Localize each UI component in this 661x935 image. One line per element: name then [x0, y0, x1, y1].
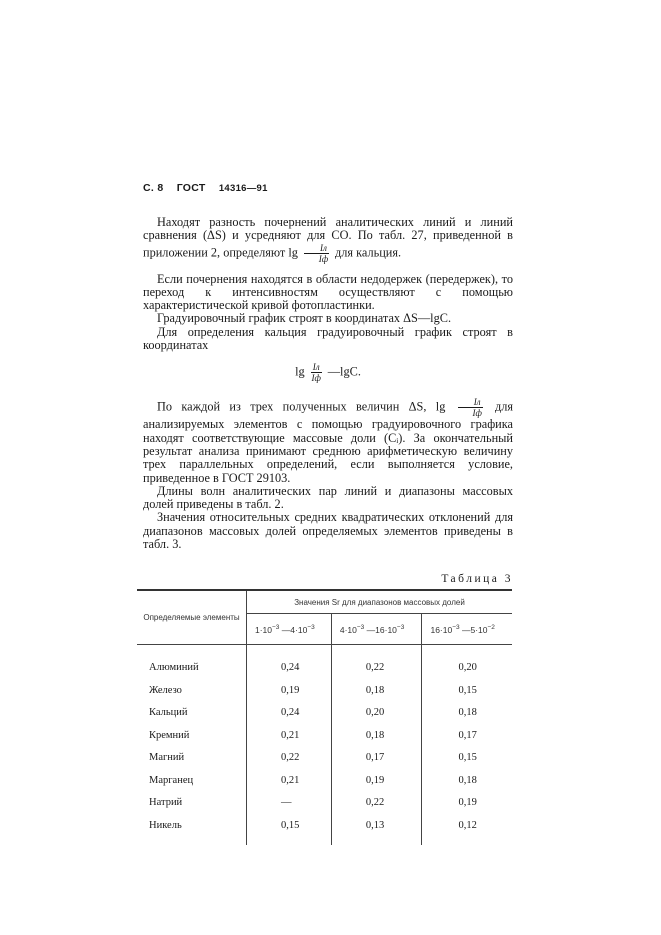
formula-lg: lg: [295, 364, 305, 379]
value-cell: 0,22: [331, 645, 422, 679]
fraction-numerator: Iл: [458, 397, 483, 408]
element-name: Магний: [137, 746, 247, 769]
value-cell: 0,20: [458, 662, 477, 674]
fraction-numerator: Iл: [312, 362, 320, 373]
value-cell: 0,15: [458, 684, 477, 696]
paragraph-1-tail: для кальция.: [335, 244, 402, 259]
document-page: [143, 182, 513, 845]
page-number: С. 8: [143, 182, 164, 194]
value-cell: 0,17: [331, 746, 422, 769]
table-row: [137, 645, 512, 679]
value-cell: 0,19: [247, 679, 332, 702]
page-header: [143, 182, 513, 194]
formula: [143, 362, 513, 383]
standard-label: ГОСТ: [176, 182, 206, 194]
fraction-il-if: [304, 243, 329, 264]
table-row: [137, 746, 512, 769]
table-caption: Таблица 3: [441, 573, 513, 586]
value-cell: 0,24: [247, 701, 332, 724]
element-name: Алюминий: [137, 645, 247, 679]
range-header-1: $1\cdot 10^{-3}$ $—4\cdot 10^{-3}$: [247, 614, 332, 645]
element-name: Кальций: [137, 701, 247, 724]
value-cell: 0,18: [458, 774, 477, 786]
value-cell: 0,22: [331, 791, 422, 814]
table-row: [137, 724, 512, 747]
fraction-denominator: Iф: [311, 373, 321, 384]
standard-number: 14316—91: [218, 183, 268, 194]
paragraph-2: Если почернения находятся в области недодержек (передержек), то переход к интенсивностям осуществляют с помощью характеристической кривой фотопластинки.: [143, 271, 513, 313]
value-cell: 0,24: [247, 645, 332, 679]
value-cell: 0,18: [458, 707, 477, 719]
table-3: [137, 589, 512, 845]
table-row: [137, 701, 512, 724]
value-cell: 0,18: [331, 724, 422, 747]
paragraph-1-text: Находят разность почернений аналитических линий и линий сравнения (ΔS) и усредняют для СО. По табл. 27, приведенной в приложении 2, определяют lg: [143, 215, 513, 259]
paragraph-5-text: По каждой из трех полученных величин ΔS, lg: [157, 399, 446, 414]
value-cell: 0,15: [247, 814, 332, 846]
column-header-elements: Определяемые элементы: [137, 590, 247, 645]
paragraph-5: [143, 397, 513, 484]
value-cell: 0,12: [458, 819, 477, 831]
value-cell: 0,21: [247, 769, 332, 792]
fraction-il-if: [458, 397, 483, 418]
fraction-denominator: Iф: [472, 408, 482, 419]
range-header-2: $4\cdot 10^{-3}$ $—16\cdot 10^{-3}$: [331, 614, 422, 645]
paragraph-3: Градуировочный график строят в координатах ΔS—lgC.: [157, 311, 452, 326]
formula-fraction: [311, 362, 322, 383]
table-row: [137, 814, 512, 846]
column-group-header: Значения Sr для диапазонов массовых долей: [247, 590, 513, 614]
value-cell: 0,21: [247, 724, 332, 747]
element-name: Натрий: [137, 791, 247, 814]
table-row: [137, 791, 512, 814]
value-cell: 0,17: [458, 729, 477, 741]
element-name: Марганец: [137, 769, 247, 792]
paragraph-7: Значения относительных средних квадратических отклонений для диапазонов массовых долей определяемых элементов приведены в табл. 3.: [143, 510, 513, 552]
element-name: Железо: [137, 679, 247, 702]
fraction-numerator: Iл: [304, 243, 329, 254]
paragraph-4: Для определения кальция градуировочный график строят в координатах: [143, 324, 513, 353]
element-name: Кремний: [137, 724, 247, 747]
range-header-3: $16\cdot 10^{-3}$ $—5\cdot 10^{-2}$: [422, 614, 512, 645]
value-cell: 0,22: [247, 746, 332, 769]
value-cell: 0,18: [331, 679, 422, 702]
paragraph-6: Длины волн аналитических пар линий и диапазоны массовых долей приведены в табл. 2.: [143, 483, 513, 512]
value-cell: 0,20: [331, 701, 422, 724]
paragraph-1: [143, 216, 513, 264]
value-cell: 0,19: [458, 797, 477, 809]
value-cell: 0,13: [331, 814, 422, 846]
element-name: Никель: [137, 814, 247, 846]
table-row: [137, 679, 512, 702]
formula-suffix: —lgC.: [327, 364, 361, 379]
fraction-denominator: Iф: [318, 253, 329, 264]
value-cell: 0,15: [458, 752, 477, 764]
value-cell: —: [247, 791, 332, 814]
value-cell: 0,19: [331, 769, 422, 792]
paragraph-5-tail: для анализируемых элементов с помощью градуировочного графика находят соответствующие массовые доли (Cᵢ). За окончательный результат анализа принимают среднюю арифметическую величину трех параллельных определений, если выполняется условие, приведенное в ГОСТ 29103.: [143, 399, 514, 485]
table-row: [137, 769, 512, 792]
